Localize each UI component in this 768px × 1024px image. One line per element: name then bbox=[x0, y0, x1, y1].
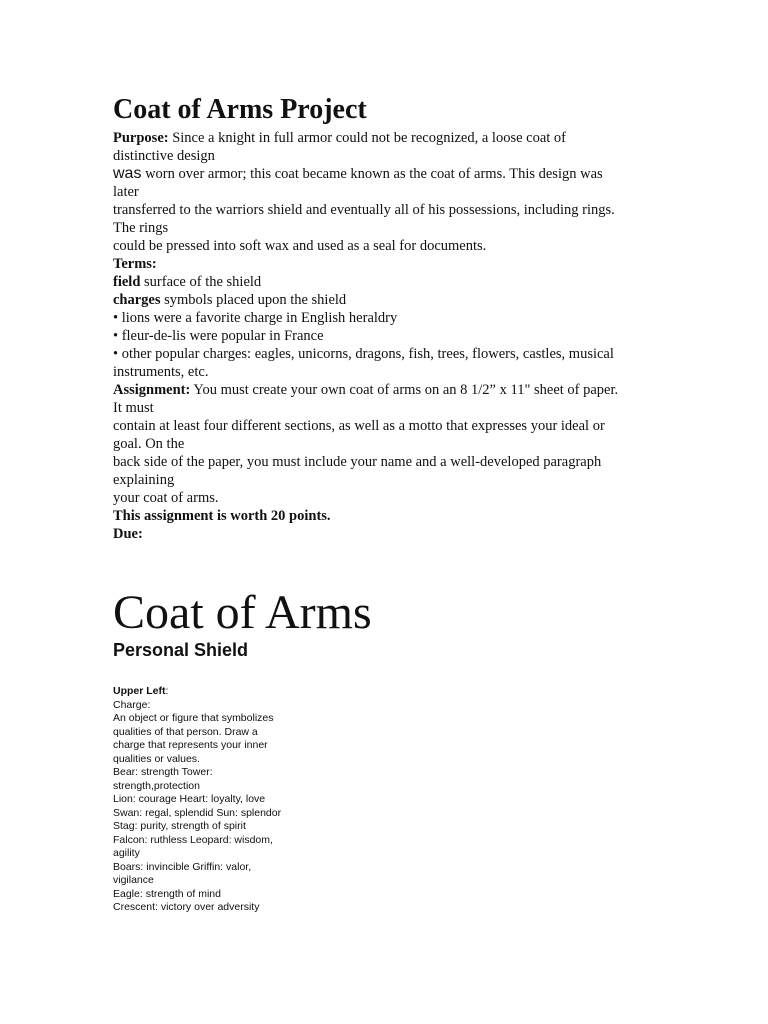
list-item-continuation: instruments, etc. bbox=[113, 364, 209, 380]
list-item: vigilance bbox=[113, 874, 154, 886]
assignment-line-4: goal. On the bbox=[113, 436, 185, 452]
purpose-line-1: Purpose: Since a knight in full armor could not be recognized, a loose coat of bbox=[113, 130, 567, 146]
list-item: Swan: regal, splendid Sun: splendor bbox=[113, 806, 282, 819]
list-item: Bear: strength Tower: bbox=[113, 766, 213, 778]
list-item: Boars: invincible Griffin: valor, bbox=[113, 860, 252, 873]
assignment-line-2: It must bbox=[113, 400, 154, 416]
section-subtitle: Personal Shield bbox=[113, 640, 249, 660]
due-label: Due: bbox=[113, 526, 143, 542]
terms-heading: Terms: bbox=[113, 256, 157, 272]
assignment-line-3: contain at least four different sections, as well as a motto that expresses your ideal or bbox=[113, 418, 605, 434]
list-item: Falcon: ruthless Leopard: wisdom, bbox=[113, 833, 273, 846]
assignment-line-1: Assignment: You must create your own coat of arms on an 8 1/2” x 11" sheet of paper. bbox=[113, 382, 619, 398]
list-item: • other popular charges: eagles, unicorns, dragons, fish, trees, flowers, castles, musical bbox=[113, 346, 614, 362]
list-item: • lions were a favorite charge in English heraldry bbox=[113, 310, 398, 326]
list-item: agility bbox=[113, 847, 140, 859]
list-item: An object or figure that symbolizes bbox=[113, 712, 274, 724]
term-field: field surface of the shield bbox=[113, 274, 262, 290]
list-item: Charge: bbox=[113, 698, 151, 711]
purpose-line-2: distinctive design bbox=[113, 148, 215, 164]
list-item: Eagle: strength of mind bbox=[113, 887, 221, 900]
assignment-line-6: explaining bbox=[113, 472, 175, 488]
purpose-line-5: transferred to the warriors shield and eventually all of his possessions, including rings. bbox=[113, 202, 615, 218]
assignment-label: Assignment: bbox=[113, 382, 191, 398]
purpose-line-7: could be pressed into soft wax and used as a seal for documents. bbox=[113, 238, 487, 254]
project-instructions bbox=[113, 129, 658, 543]
list-item: Crescent: victory over adversity bbox=[113, 901, 260, 913]
assignment-line-7: your coat of arms. bbox=[113, 490, 219, 506]
list-item: qualities of that person. Draw a bbox=[113, 725, 258, 738]
list-item: Stag: purity, strength of spirit bbox=[113, 820, 246, 832]
list-item: charge that represents your inner bbox=[113, 739, 268, 751]
assignment-line-5: back side of the paper, you must include your name and a well-developed paragraph bbox=[113, 454, 602, 470]
purpose-line-4: later bbox=[113, 184, 139, 200]
term-charges: charges symbols placed upon the shield bbox=[113, 292, 347, 308]
list-item: qualities or values. bbox=[113, 752, 200, 765]
list-item: strength,protection bbox=[113, 779, 200, 792]
list-item: Lion: courage Heart: loyalty, love bbox=[113, 793, 266, 805]
upper-left-notes bbox=[113, 685, 313, 915]
page-title: Coat of Arms Project bbox=[113, 94, 367, 125]
points-note: This assignment is worth 20 points. bbox=[113, 508, 331, 524]
purpose-line-3: was worn over armor; this coat became known as the coat of arms. This design was bbox=[113, 165, 603, 182]
section-title: Coat of Arms bbox=[113, 586, 372, 639]
purpose-label: Purpose: bbox=[113, 130, 169, 146]
list-item: • fleur-de-lis were popular in France bbox=[113, 328, 324, 344]
purpose-line-6: The rings bbox=[113, 220, 169, 236]
upper-left-heading: Upper Left: bbox=[113, 685, 169, 697]
